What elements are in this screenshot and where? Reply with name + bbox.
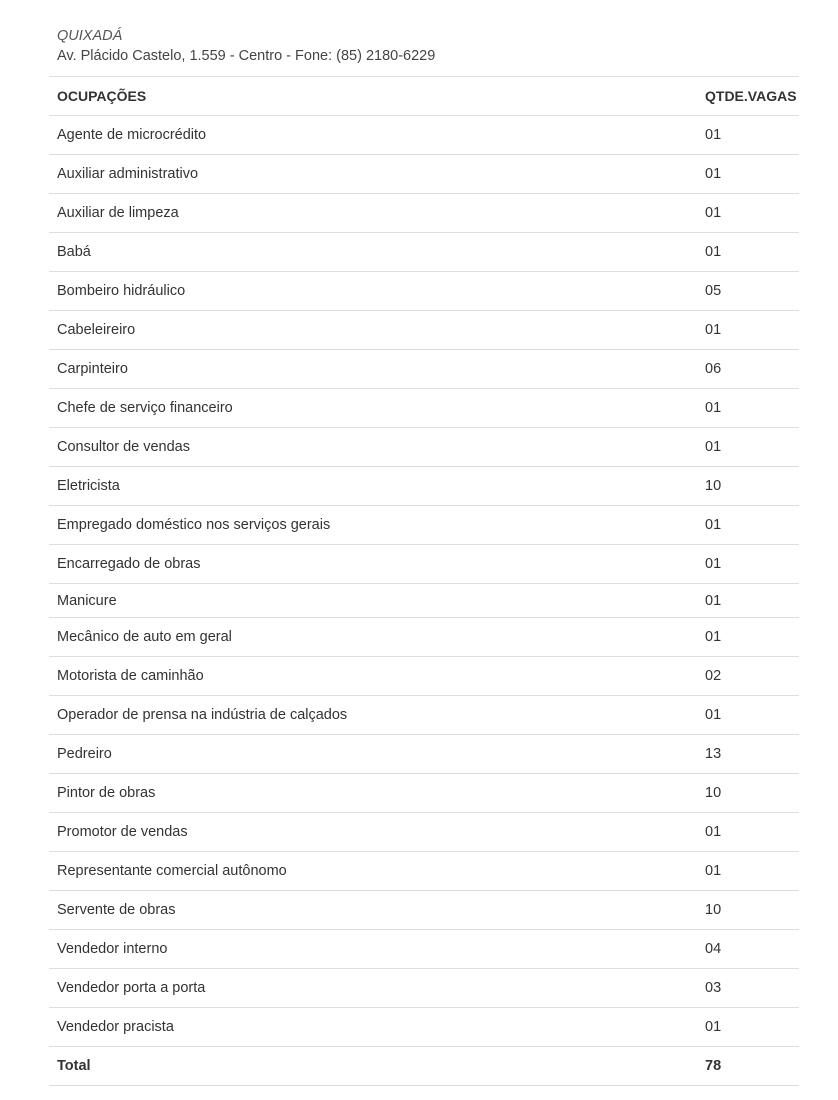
table-row: [49, 618, 799, 657]
vacancies-cell: 01: [697, 618, 799, 657]
occupation-cell: Pedreiro: [49, 735, 697, 774]
occupation-cell: Vendedor porta a porta: [49, 969, 697, 1008]
table-row: [49, 735, 799, 774]
table-row: [49, 930, 799, 969]
occupation-cell: Agente de microcrédito: [49, 116, 697, 155]
table-row: [49, 428, 799, 467]
occupation-cell: Promotor de vendas: [49, 813, 697, 852]
vacancies-cell: 01: [697, 311, 799, 350]
vacancies-cell: 01: [697, 116, 799, 155]
vacancies-cell: 05: [697, 272, 799, 311]
total-row: [49, 1047, 799, 1086]
table-row: [49, 389, 799, 428]
vacancies-cell: 10: [697, 774, 799, 813]
vacancies-column-header: QTDE.VAGAS: [697, 77, 799, 116]
total-value: 78: [697, 1047, 799, 1086]
table-row: [49, 194, 799, 233]
vacancies-cell: 01: [697, 155, 799, 194]
occupation-cell: Eletricista: [49, 467, 697, 506]
occupation-cell: Babá: [49, 233, 697, 272]
occupation-cell: Servente de obras: [49, 891, 697, 930]
occupation-cell: Pintor de obras: [49, 774, 697, 813]
table-row: [49, 696, 799, 735]
table-row: [49, 774, 799, 813]
vacancies-cell: 13: [697, 735, 799, 774]
table-body: [49, 116, 799, 1047]
vacancies-cell: 10: [697, 467, 799, 506]
table-row: [49, 1008, 799, 1047]
table-row: [49, 506, 799, 545]
occupation-cell: Manicure: [49, 584, 697, 618]
table-row: [49, 969, 799, 1008]
location-header: [57, 26, 799, 66]
table-row: [49, 155, 799, 194]
vacancies-cell: 01: [697, 545, 799, 584]
vacancies-cell: 01: [697, 233, 799, 272]
vacancies-cell: 01: [697, 428, 799, 467]
table-row: [49, 272, 799, 311]
occupation-column-header: OCUPAÇÕES: [49, 77, 697, 116]
vacancies-cell: 01: [697, 389, 799, 428]
vacancies-cell: 10: [697, 891, 799, 930]
occupation-cell: Cabeleireiro: [49, 311, 697, 350]
table-row: [49, 233, 799, 272]
table-row: [49, 657, 799, 696]
vacancies-cell: 04: [697, 930, 799, 969]
occupation-cell: Motorista de caminhão: [49, 657, 697, 696]
vacancies-cell: 06: [697, 350, 799, 389]
vacancies-cell: 03: [697, 969, 799, 1008]
table-row: [49, 584, 799, 618]
occupation-cell: Vendedor pracista: [49, 1008, 697, 1047]
occupation-cell: Consultor de vendas: [49, 428, 697, 467]
occupation-cell: Empregado doméstico nos serviços gerais: [49, 506, 697, 545]
city-name: QUIXADÁ: [57, 28, 123, 44]
occupation-cell: Encarregado de obras: [49, 545, 697, 584]
occupation-cell: Auxiliar de limpeza: [49, 194, 697, 233]
table-row: [49, 852, 799, 891]
table-row: [49, 891, 799, 930]
vacancies-cell: 01: [697, 813, 799, 852]
table-row: [49, 545, 799, 584]
occupation-cell: Representante comercial autônomo: [49, 852, 697, 891]
occupation-cell: Vendedor interno: [49, 930, 697, 969]
table-row: [49, 467, 799, 506]
table-row: [49, 116, 799, 155]
vacancies-cell: 01: [697, 194, 799, 233]
vacancies-cell: 01: [697, 696, 799, 735]
vacancies-cell: 02: [697, 657, 799, 696]
table-row: [49, 350, 799, 389]
occupation-cell: Auxiliar administrativo: [49, 155, 697, 194]
vacancies-cell: 01: [697, 1008, 799, 1047]
table-row: [49, 311, 799, 350]
address-line: Av. Plácido Castelo, 1.559 - Centro - Fone: (85) 2180-6229: [57, 48, 436, 64]
vacancies-table: [49, 76, 799, 1086]
table-row: [49, 813, 799, 852]
occupation-cell: Operador de prensa na indústria de calçados: [49, 696, 697, 735]
occupation-cell: Mecânico de auto em geral: [49, 618, 697, 657]
vacancies-cell: 01: [697, 584, 799, 618]
occupation-cell: Chefe de serviço financeiro: [49, 389, 697, 428]
occupation-cell: Carpinteiro: [49, 350, 697, 389]
occupation-cell: Bombeiro hidráulico: [49, 272, 697, 311]
vacancies-cell: 01: [697, 852, 799, 891]
total-label: Total: [49, 1047, 697, 1086]
vacancies-cell: 01: [697, 506, 799, 545]
table-header-row: [49, 77, 799, 116]
